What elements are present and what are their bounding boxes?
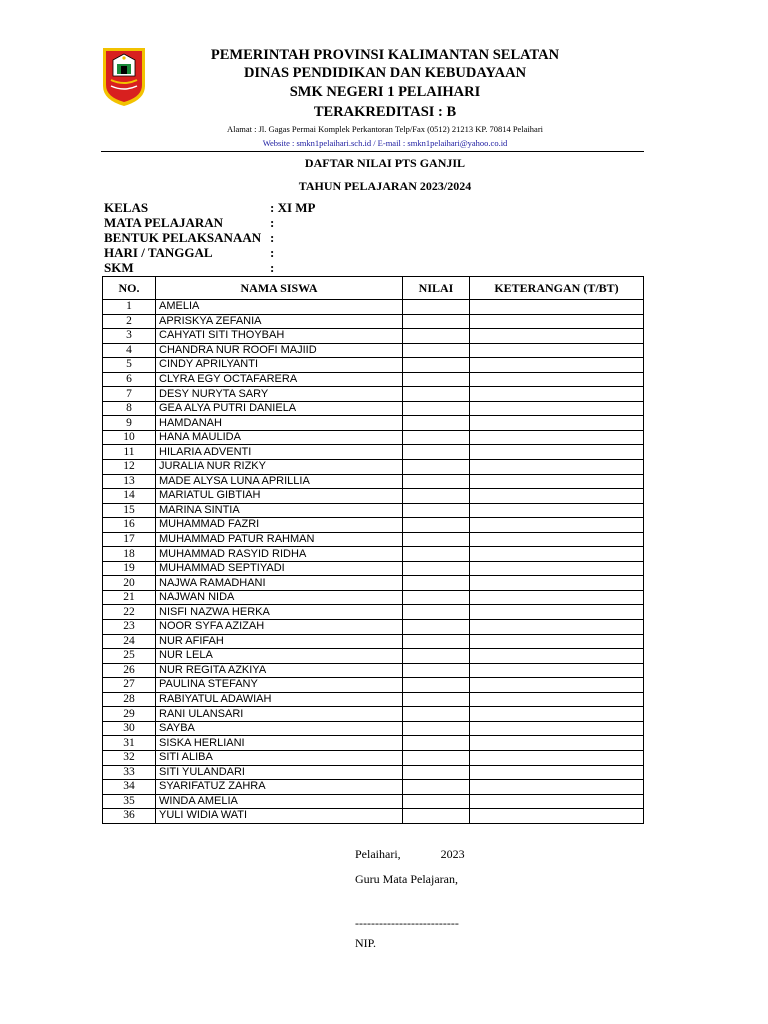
grade-cell[interactable]	[403, 561, 470, 576]
row-number: 31	[103, 736, 156, 751]
remark-cell[interactable]	[470, 780, 644, 795]
document-title: DAFTAR NILAI PTS GANJIL	[304, 156, 466, 170]
grade-cell[interactable]	[403, 678, 470, 693]
table-row	[103, 503, 644, 518]
table-row	[103, 692, 644, 707]
student-name: MUHAMMAD SEPTIYADI	[156, 561, 403, 576]
student-name: SITI YULANDARI	[156, 765, 403, 780]
table-row	[103, 518, 644, 533]
row-number: 25	[103, 649, 156, 664]
remark-cell[interactable]	[470, 358, 644, 373]
student-name: MUHAMMAD RASYID RIDHA	[156, 547, 403, 562]
grade-cell[interactable]	[403, 765, 470, 780]
grade-cell[interactable]	[403, 343, 470, 358]
student-name: MARINA SINTIA	[156, 503, 403, 518]
grade-cell[interactable]	[403, 300, 470, 315]
student-name: JURALIA NUR RIZKY	[156, 460, 403, 475]
student-name: CAHYATI SITI THOYBAH	[156, 329, 403, 344]
grade-cell[interactable]	[403, 707, 470, 722]
student-name: MADE ALYSA LUNA APRILLIA	[156, 474, 403, 489]
student-name: SYARIFATUZ ZAHRA	[156, 780, 403, 795]
student-name: SITI ALIBA	[156, 750, 403, 765]
remark-cell[interactable]	[470, 372, 644, 387]
student-name: HAMDANAH	[156, 416, 403, 431]
grade-cell[interactable]	[403, 780, 470, 795]
row-number: 21	[103, 590, 156, 605]
grade-cell[interactable]	[403, 620, 470, 635]
grade-cell[interactable]	[403, 576, 470, 591]
grade-cell[interactable]	[403, 692, 470, 707]
table-row	[103, 460, 644, 475]
student-name: NOOR SYFA AZIZAH	[156, 620, 403, 635]
table-row	[103, 343, 644, 358]
grade-cell[interactable]	[403, 750, 470, 765]
header-school: SMK NEGERI 1 PELAIHARI	[289, 84, 481, 100]
student-name: AMELIA	[156, 300, 403, 315]
header-address: Alamat : Jl. Gagas Permai Komplek Perkantoran Telp/Fax (0512) 21213 KP. 70814 Pelaihari	[226, 124, 544, 134]
remark-cell[interactable]	[470, 605, 644, 620]
table-row	[103, 547, 644, 562]
info-label: BENTUK PELAKSANAAN	[104, 230, 262, 245]
grade-cell[interactable]	[403, 809, 470, 824]
signature-nip: NIP.	[355, 936, 377, 950]
header-website: Website : smkn1pelaihari.sch.id / E-mail : smkn1pelaihari@yahoo.co.id	[262, 138, 508, 148]
info-row-bentuk-pelaksanaan	[104, 230, 274, 245]
row-number: 28	[103, 692, 156, 707]
row-number: 10	[103, 430, 156, 445]
info-row-hari-tanggal	[104, 245, 274, 260]
table-body	[103, 300, 644, 824]
student-name: MUHAMMAD FAZRI	[156, 518, 403, 533]
remark-cell[interactable]	[470, 692, 644, 707]
table-row	[103, 430, 644, 445]
table-row	[103, 300, 644, 315]
student-name: NISFI NAZWA HERKA	[156, 605, 403, 620]
table-row	[103, 445, 644, 460]
table-header-row	[103, 277, 644, 300]
remark-cell[interactable]	[470, 489, 644, 504]
row-number: 4	[103, 343, 156, 358]
student-name: CHANDRA NUR ROOFI MAJIID	[156, 343, 403, 358]
remark-cell[interactable]	[470, 590, 644, 605]
table-row	[103, 401, 644, 416]
row-number: 9	[103, 416, 156, 431]
row-number: 2	[103, 314, 156, 329]
grade-cell[interactable]	[403, 547, 470, 562]
table-row	[103, 314, 644, 329]
row-number: 35	[103, 794, 156, 809]
grade-cell[interactable]	[403, 489, 470, 504]
row-number: 19	[103, 561, 156, 576]
row-number: 6	[103, 372, 156, 387]
table-row	[103, 329, 644, 344]
header-no: NO.	[103, 277, 156, 300]
grade-cell[interactable]	[403, 430, 470, 445]
row-number: 1	[103, 300, 156, 315]
info-row-kelas	[104, 200, 316, 215]
remark-cell[interactable]	[470, 721, 644, 736]
info-label: HARI / TANGGAL	[104, 245, 213, 260]
row-number: 3	[103, 329, 156, 344]
info-value: :	[270, 245, 275, 260]
table-row	[103, 721, 644, 736]
info-value: :	[270, 230, 275, 245]
grade-cell[interactable]	[403, 663, 470, 678]
row-number: 29	[103, 707, 156, 722]
row-number: 18	[103, 547, 156, 562]
table-row	[103, 678, 644, 693]
row-number: 7	[103, 387, 156, 402]
remark-cell[interactable]	[470, 620, 644, 635]
header-department: DINAS PENDIDIKAN DAN KEBUDAYAAN	[243, 65, 527, 81]
remark-cell[interactable]	[470, 387, 644, 402]
remark-cell[interactable]	[470, 707, 644, 722]
student-name: GEA ALYA PUTRI DANIELA	[156, 401, 403, 416]
remark-cell[interactable]	[470, 518, 644, 533]
grade-cell[interactable]	[403, 445, 470, 460]
table-row	[103, 372, 644, 387]
row-number: 33	[103, 765, 156, 780]
table-row	[103, 620, 644, 635]
table-row	[103, 794, 644, 809]
remark-cell[interactable]	[470, 663, 644, 678]
row-number: 12	[103, 460, 156, 475]
row-number: 26	[103, 663, 156, 678]
student-name: YULI WIDIA WATI	[156, 809, 403, 824]
info-label: SKM	[104, 260, 134, 275]
grade-cell[interactable]	[403, 474, 470, 489]
signature-year: 2023	[440, 847, 465, 861]
student-name: DESY NURYTA SARY	[156, 387, 403, 402]
grade-cell[interactable]	[403, 503, 470, 518]
row-number: 14	[103, 489, 156, 504]
signature-place: Pelaihari,	[355, 847, 401, 861]
table-row	[103, 649, 644, 664]
header-government: PEMERINTAH PROVINSI KALIMANTAN SELATAN	[210, 47, 560, 63]
table-row	[103, 605, 644, 620]
student-name: SAYBA	[156, 721, 403, 736]
remark-cell[interactable]	[470, 416, 644, 431]
grade-cell[interactable]	[403, 605, 470, 620]
grade-cell[interactable]	[403, 736, 470, 751]
remark-cell[interactable]	[470, 445, 644, 460]
grade-cell[interactable]	[403, 387, 470, 402]
remark-cell[interactable]	[470, 343, 644, 358]
row-number: 32	[103, 750, 156, 765]
remark-cell[interactable]	[470, 401, 644, 416]
row-number: 22	[103, 605, 156, 620]
row-number: 24	[103, 634, 156, 649]
table-row	[103, 532, 644, 547]
student-name: RANI ULANSARI	[156, 707, 403, 722]
remark-cell[interactable]	[470, 678, 644, 693]
student-name: HANA MAULIDA	[156, 430, 403, 445]
grade-cell[interactable]	[403, 532, 470, 547]
row-number: 8	[103, 401, 156, 416]
info-value: :	[270, 215, 275, 230]
student-name: CLYRA EGY OCTAFARERA	[156, 372, 403, 387]
table-row	[103, 590, 644, 605]
remark-cell[interactable]	[470, 765, 644, 780]
table-row	[103, 809, 644, 824]
grade-cell[interactable]	[403, 721, 470, 736]
student-name: CINDY APRILYANTI	[156, 358, 403, 373]
grade-cell[interactable]	[403, 518, 470, 533]
table-row	[103, 387, 644, 402]
table-row	[103, 358, 644, 373]
grade-cell[interactable]	[403, 649, 470, 664]
row-number: 23	[103, 620, 156, 635]
student-name: RABIYATUL ADAWIAH	[156, 692, 403, 707]
student-name: PAULINA STEFANY	[156, 678, 403, 693]
info-row-mata-pelajaran	[104, 215, 274, 230]
info-row-skm	[104, 260, 274, 275]
table-row	[103, 750, 644, 765]
remark-cell[interactable]	[470, 329, 644, 344]
row-number: 13	[103, 474, 156, 489]
header-divider	[101, 151, 644, 152]
table-row	[103, 489, 644, 504]
row-number: 11	[103, 445, 156, 460]
remark-cell[interactable]	[470, 736, 644, 751]
info-label: MATA PELAJARAN	[104, 215, 224, 230]
remark-cell[interactable]	[470, 300, 644, 315]
remark-cell[interactable]	[470, 503, 644, 518]
remark-cell[interactable]	[470, 314, 644, 329]
remark-cell[interactable]	[470, 460, 644, 475]
student-name: WINDA AMELIA	[156, 794, 403, 809]
student-name: HILARIA ADVENTI	[156, 445, 403, 460]
provincial-emblem-logo	[101, 46, 147, 108]
info-value: :	[270, 260, 275, 275]
grade-cell[interactable]	[403, 416, 470, 431]
remark-cell[interactable]	[470, 794, 644, 809]
grade-cell[interactable]	[403, 314, 470, 329]
student-name: APRISKYA ZEFANIA	[156, 314, 403, 329]
header-nama-siswa: NAMA SISWA	[156, 277, 403, 300]
info-label: KELAS	[104, 200, 149, 215]
student-name: NUR LELA	[156, 649, 403, 664]
header-keterangan: KETERANGAN (T/BT)	[470, 277, 644, 300]
grade-cell[interactable]	[403, 460, 470, 475]
grade-cell[interactable]	[403, 372, 470, 387]
table-row	[103, 561, 644, 576]
row-number: 36	[103, 809, 156, 824]
row-number: 34	[103, 780, 156, 795]
row-number: 27	[103, 678, 156, 693]
grade-cell[interactable]	[403, 329, 470, 344]
grade-cell[interactable]	[403, 358, 470, 373]
remark-cell[interactable]	[470, 750, 644, 765]
header-nilai: NILAI	[403, 277, 470, 300]
table-row	[103, 634, 644, 649]
signature-line: --------------------------	[355, 916, 459, 930]
student-name: NAJWA RAMADHANI	[156, 576, 403, 591]
grade-cell[interactable]	[403, 401, 470, 416]
remark-cell[interactable]	[470, 532, 644, 547]
grade-cell[interactable]	[403, 590, 470, 605]
table-row	[103, 736, 644, 751]
info-value: : XI MP	[270, 200, 316, 215]
remark-cell[interactable]	[470, 430, 644, 445]
signature-place-date	[355, 847, 465, 862]
row-number: 16	[103, 518, 156, 533]
grades-table	[102, 276, 644, 824]
table-row	[103, 765, 644, 780]
remark-cell[interactable]	[470, 474, 644, 489]
student-name: NUR REGITA AZKIYA	[156, 663, 403, 678]
student-name: MARIATUL GIBTIAH	[156, 489, 403, 504]
table-row	[103, 663, 644, 678]
header-accreditation: TERAKREDITASI : B	[313, 104, 457, 120]
row-number: 17	[103, 532, 156, 547]
table-row	[103, 416, 644, 431]
student-name: NAJWAN NIDA	[156, 590, 403, 605]
signature-role: Guru Mata Pelajaran,	[355, 872, 458, 886]
grade-cell[interactable]	[403, 634, 470, 649]
row-number: 30	[103, 721, 156, 736]
student-name: NUR AFIFAH	[156, 634, 403, 649]
remark-cell[interactable]	[470, 634, 644, 649]
remark-cell[interactable]	[470, 576, 644, 591]
row-number: 20	[103, 576, 156, 591]
remark-cell[interactable]	[470, 547, 644, 562]
student-name: MUHAMMAD PATUR RAHMAN	[156, 532, 403, 547]
table-row	[103, 780, 644, 795]
remark-cell[interactable]	[470, 649, 644, 664]
student-name: SISKA HERLIANI	[156, 736, 403, 751]
remark-cell[interactable]	[470, 561, 644, 576]
table-row	[103, 707, 644, 722]
document-academic-year: TAHUN PELAJARAN 2023/2024	[298, 179, 472, 193]
grade-cell[interactable]	[403, 794, 470, 809]
table-row	[103, 576, 644, 591]
row-number: 5	[103, 358, 156, 373]
row-number: 15	[103, 503, 156, 518]
table-row	[103, 474, 644, 489]
remark-cell[interactable]	[470, 809, 644, 824]
